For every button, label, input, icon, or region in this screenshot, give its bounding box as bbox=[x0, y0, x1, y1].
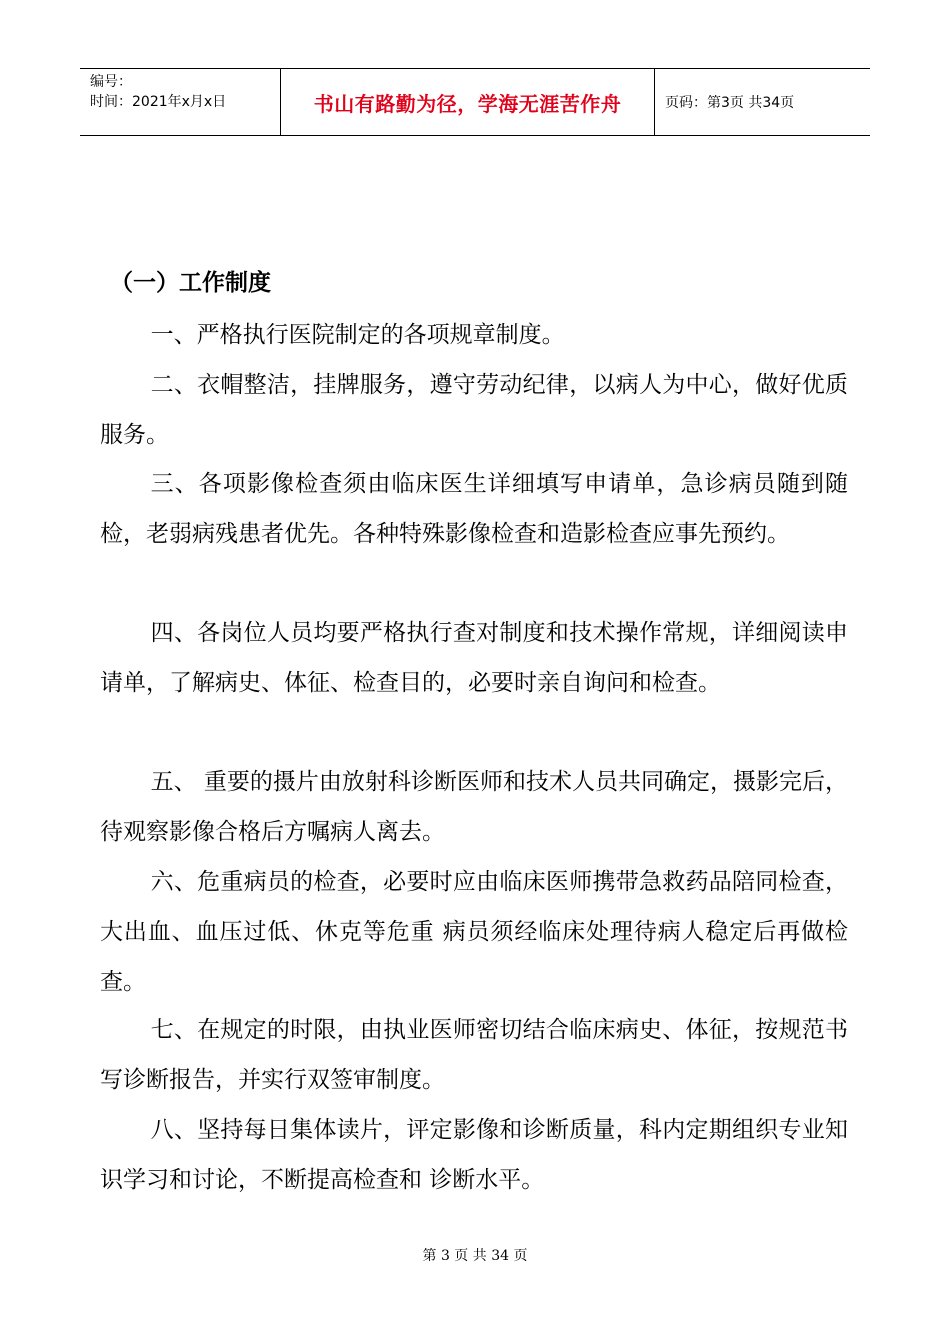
page-header bbox=[80, 68, 870, 136]
paragraph-6: 六、危重病员的检查，必要时应由临床医师携带急救药品陪同检查，大出血、血压过低、休克等危重 病员须经临床处理待病人稳定后再做检查。 bbox=[100, 869, 848, 995]
paragraph-7: 七、在规定的时限，由执业医师密切结合临床病史、体征，按规范书写诊断报告，并实行双签审制度。 bbox=[100, 1017, 848, 1093]
paragraph-5: 五、 重要的摄片由放射科诊断医师和技术人员共同确定，摄影完后， 待观察影像合格后方嘱病人离去。 bbox=[100, 769, 848, 845]
page-footer: 第 3 页 共 34 页 bbox=[422, 1248, 528, 1264]
paragraph-3: 三、各项影像检查须由临床医生详细填写申请单，急诊病员随到随检，老弱病残患者优先。各种特殊影像检查和造影检查应事先预约。 bbox=[100, 471, 848, 547]
paragraph-2: 二、衣帽整洁，挂牌服务，遵守劳动纪律，以病人为中心，做好优质服务。 bbox=[100, 372, 848, 448]
paragraph-8: 八、坚持每日集体读片，评定影像和诊断质量，科内定期组织专业知识学习和讨论，不断提高检查和 诊断水平。 bbox=[100, 1117, 848, 1193]
paragraph-1: 一、严格执行医院制定的各项规章制度。 bbox=[150, 322, 565, 348]
header-meta bbox=[80, 69, 281, 135]
paragraph-4: 四、各岗位人员均要严格执行查对制度和技术操作常规，详细阅读申请单，了解病史、体征、检查目的，必要时亲自询问和检查。 bbox=[100, 620, 848, 696]
header-motto: 书山有路勤为径，学海无涯苦作舟 bbox=[281, 69, 655, 135]
section-title: （一）工作制度 bbox=[110, 270, 271, 296]
document-number-label: 编号： bbox=[90, 74, 132, 90]
header-page-info: 页码：第3页 共34页 bbox=[665, 95, 795, 111]
document-date: 时间：2021年x月x日 bbox=[90, 94, 227, 110]
